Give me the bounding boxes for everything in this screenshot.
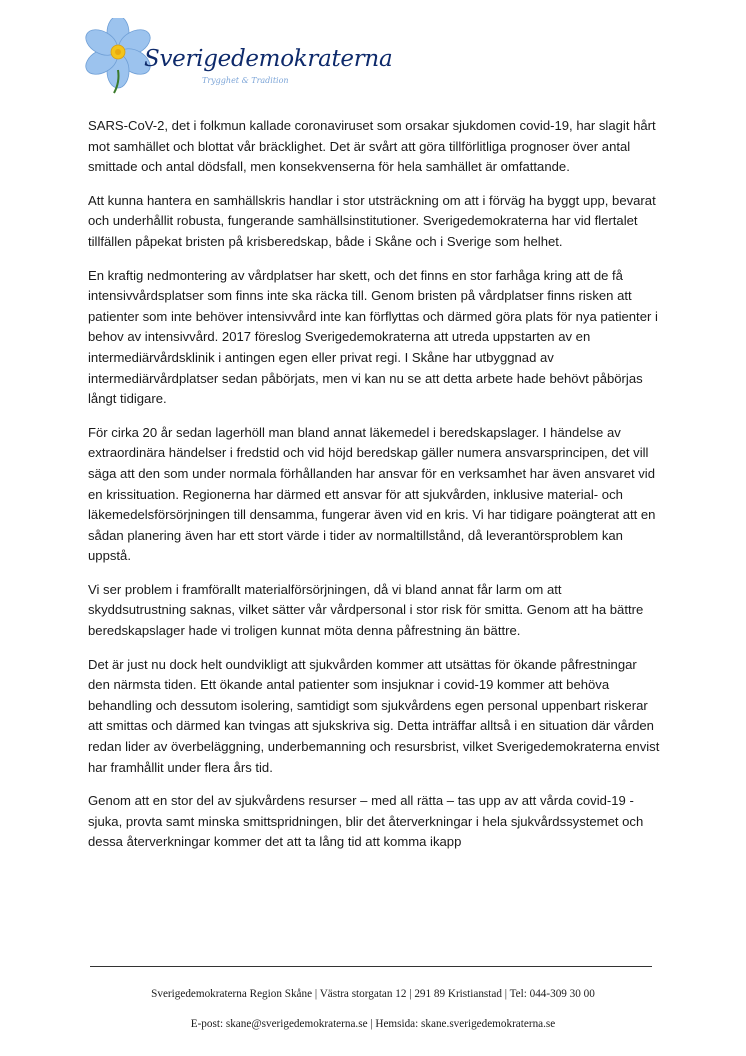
document-body	[88, 116, 660, 866]
paragraph: En kraftig nedmontering av vårdplatser har skett, och det finns en stor farhåga kring att de få intensivvårdsplatser som finns inte ska räcka till. Genom bristen på vårdplatser finns risken att patienter som inte behöver intensivvård inte kan förflyttas och därmed göra plats för nya patienter i behov av intensivvård. 2017 föreslog Sverigedemokraterna att utreda uppstarten av en intermediärvårdsklinik i antingen egen eller privat regi. I Skåne har utbyggnad av intermediärvårdplatser sedan påbörjats, men vi kan nu se att detta arbete hade behövt påbörjas långt tidigare.	[88, 267, 658, 407]
party-logo	[84, 18, 393, 98]
footer-address: Sverigedemokraterna Region Skåne | Västra storgatan 12 | 291 89 Kristianstad | Tel: 044-309 30 00	[151, 988, 595, 1000]
footer-divider	[90, 966, 652, 967]
paragraph: För cirka 20 år sedan lagerhöll man bland annat läkemedel i beredskapslager. I händelse av extraordinära händelser i fredstid och vid höjd beredskap gäller numera ansvarsprincipen, det vill säga att den som under normala förhållanden har ansvar för en verksamhet har även ansvaret vid en krissituation. Regionerna har därmed ett ansvar för att sjukvården, inklusive material- och läkemedelsförsörjningen till densamma, fungerar även vid en kris. Vi har tidigare poängterat att en sådan planering även har ett stort värde i tider av normaltillstånd, då leverantörsproblem kan uppstå.	[88, 424, 656, 564]
paragraph: Att kunna hantera en samhällskris handlar i stor utsträckning om att i förväg ha byggt upp, bevarat och underhållit robusta, fungerande samhällsinstitutioner. Sverigedemokraterna har vid flertalet tillfällen påpekat bristen på krisberedskap, både i Skåne och i Sverige som helhet.	[88, 192, 656, 249]
logo-wordmark: Sverigedemokraterna	[144, 46, 393, 72]
paragraph: Vi ser problem i framförallt materialförsörjningen, då vi bland annat får larm om att skyddsutrustning saknas, vilket sätter vår vårdpersonal i stor risk för smitta. Genom att ha bättre beredskapslager hade vi troligen kunnat möta denna påfrestning än bättre.	[88, 581, 644, 639]
paragraph: SARS-CoV-2, det i folkmun kallade coronaviruset som orsakar sjukdomen covid-19, har slagit hårt mot samhället och blottat vår bräcklighet. Det är svårt att göra tillförlitliga prognoser över antal smittade och antal dödsfall, men konsekvenserna för hela samhället är omfattande.	[88, 118, 656, 175]
footer-contact: E-post: skane@sverigedemokraterna.se | Hemsida: skane.sverigedemokraterna.se	[190, 1018, 556, 1030]
paragraph: Det är just nu dock helt oundvikligt att sjukvården kommer att utsättas för ökande påfrestningar den närmsta tiden. Ett ökande antal patienter som insjuknar i covid-19 kommer att behöva behandling och dessutom isolering, samtidigt som sjukvårdens egen personal uppenbart riskerar att smittas och därmed kan tvingas att sjukskriva sig. Detta inträffar alltså i en situation där vården redan lider av överbeläggning, underbemanning och resursbrist, vilket Sverigedemokraterna envist har framhållit under flera års tid.	[88, 656, 660, 775]
logo-tagline: Trygghet & Tradition	[202, 76, 289, 85]
paragraph: Genom att en stor del av sjukvårdens resurser – med all rätta – tas upp av att vårda covid-19 - sjuka, provta samt minska smittspridningen, blir det återverkningar i hela sjukvårdssystemet och dessa återverkningar kommer det att ta lång tid att komma ikapp	[88, 793, 644, 850]
